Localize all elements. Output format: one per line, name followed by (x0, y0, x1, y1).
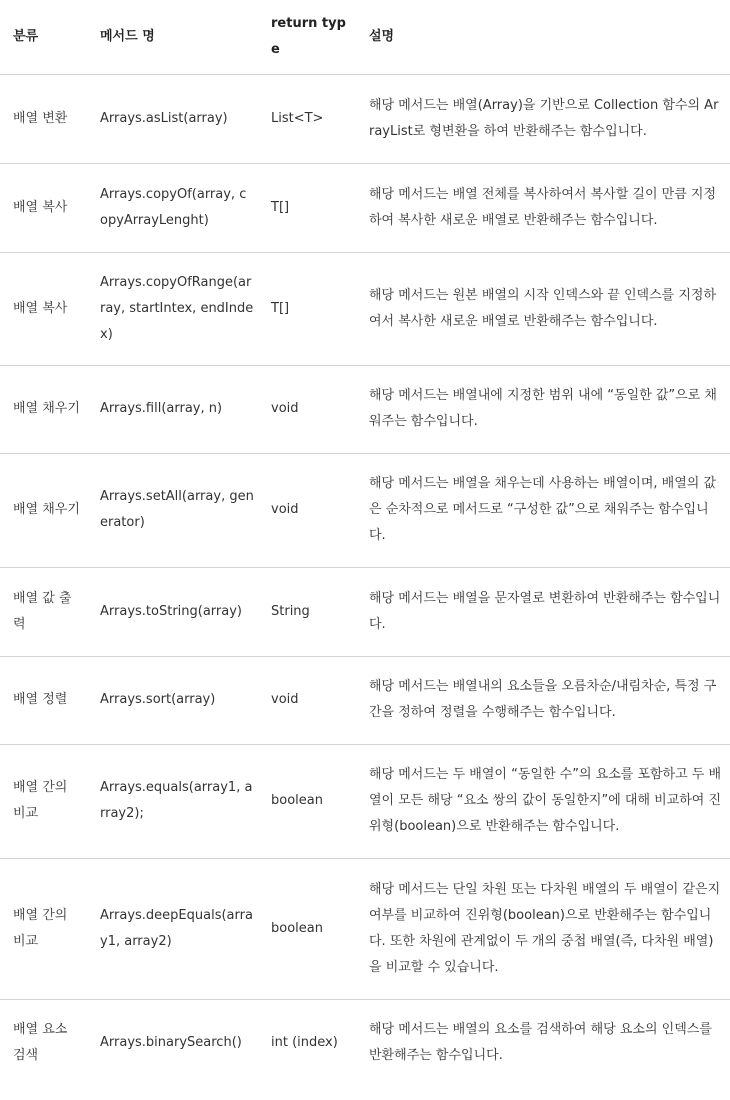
table-row (0, 74, 730, 163)
cell-description: 해당 메서드는 두 배열이 “동일한 수”의 요소를 포함하고 두 배열이 모든 해당 “요소 쌍의 값이 동일한지”에 대해 비교하여 진위형(boolean)으로 반환해주는 함수입니다. (356, 744, 730, 858)
cell-description: 해당 메서드는 배열을 채우는데 사용하는 배열이며, 배열의 값은 순차적으로 메서드로 “구성한 값”으로 채워주는 함수입니다. (356, 453, 730, 567)
cell-method: Arrays.sort(array) (87, 656, 258, 744)
cell-category: 배열 채우기 (0, 453, 87, 567)
cell-method: Arrays.binarySearch() (87, 999, 258, 1086)
cell-return-type: List<T> (258, 74, 356, 163)
table-row (0, 453, 730, 567)
header-row (0, 0, 730, 74)
cell-category: 배열 변환 (0, 74, 87, 163)
cell-return-type: boolean (258, 858, 356, 999)
cell-description: 해당 메서드는 배열의 요소를 검색하여 해당 요소의 인덱스를 반환해주는 함수입니다. (356, 999, 730, 1086)
cell-category: 배열 정렬 (0, 656, 87, 744)
cell-method: Arrays.deepEquals(array1, array2) (87, 858, 258, 999)
cell-description: 해당 메서드는 배열을 문자열로 변환하여 반환해주는 함수입니다. (356, 567, 730, 656)
table-row (0, 999, 730, 1086)
cell-category: 배열 요소 검색 (0, 999, 87, 1086)
cell-description: 해당 메서드는 단일 차원 또는 다차원 배열의 두 배열이 같은지 여부를 비교하여 진위형(boolean)으로 반환해주는 함수입니다. 또한 차원에 관계없이 두 개의 중첩 배열(즉, 다차원 배열)을 비교할 수 있습니다. (356, 858, 730, 999)
table-row (0, 163, 730, 252)
cell-return-type: T[] (258, 163, 356, 252)
cell-return-type: int (index) (258, 999, 356, 1086)
table-header (0, 0, 730, 74)
cell-return-type: boolean (258, 744, 356, 858)
header-category: 분류 (13, 28, 39, 44)
cell-method: Arrays.copyOf(array, copyArrayLenght) (87, 163, 258, 252)
cell-return-type: String (258, 567, 356, 656)
cell-category: 배열 복사 (0, 163, 87, 252)
cell-return-type: void (258, 453, 356, 567)
table-row (0, 567, 730, 656)
cell-method: Arrays.fill(array, n) (87, 365, 258, 453)
cell-category: 배열 복사 (0, 252, 87, 365)
table-row (0, 365, 730, 453)
cell-category: 배열 값 출력 (0, 567, 87, 656)
cell-description: 해당 메서드는 원본 배열의 시작 인덱스와 끝 인덱스를 지정하여서 복사한 새로운 배열로 반환해주는 함수입니다. (356, 252, 730, 365)
cell-method: Arrays.toString(array) (87, 567, 258, 656)
table-body (0, 74, 730, 1086)
header-return-type: return type (271, 15, 346, 57)
cell-return-type: void (258, 656, 356, 744)
cell-category: 배열 간의 비교 (0, 744, 87, 858)
cell-method: Arrays.equals(array1, array2); (87, 744, 258, 858)
cell-method: Arrays.copyOfRange(array, startIntex, endIndex) (87, 252, 258, 365)
cell-description: 해당 메서드는 배열(Array)을 기반으로 Collection 함수의 ArrayList로 형변환을 하여 반환해주는 함수입니다. (356, 74, 730, 163)
cell-description: 해당 메서드는 배열 전체를 복사하여서 복사할 길이 만큼 지정하여 복사한 새로운 배열로 반환해주는 함수입니다. (356, 163, 730, 252)
cell-method: Arrays.setAll(array, generator) (87, 453, 258, 567)
header-method: 메서드 명 (100, 28, 155, 44)
cell-return-type: T[] (258, 252, 356, 365)
cell-method: Arrays.asList(array) (87, 74, 258, 163)
header-description: 설명 (369, 28, 395, 44)
cell-category: 배열 간의 비교 (0, 858, 87, 999)
cell-return-type: void (258, 365, 356, 453)
table-row (0, 744, 730, 858)
table-row (0, 252, 730, 365)
cell-category: 배열 채우기 (0, 365, 87, 453)
cell-description: 해당 메서드는 배열내의 요소들을 오름차순/내림차순, 특정 구간을 정하여 정렬을 수행해주는 함수입니다. (356, 656, 730, 744)
table-row (0, 858, 730, 999)
cell-description: 해당 메서드는 배열내에 지정한 범위 내에 “동일한 값”으로 채워주는 함수입니다. (356, 365, 730, 453)
table-row (0, 656, 730, 744)
